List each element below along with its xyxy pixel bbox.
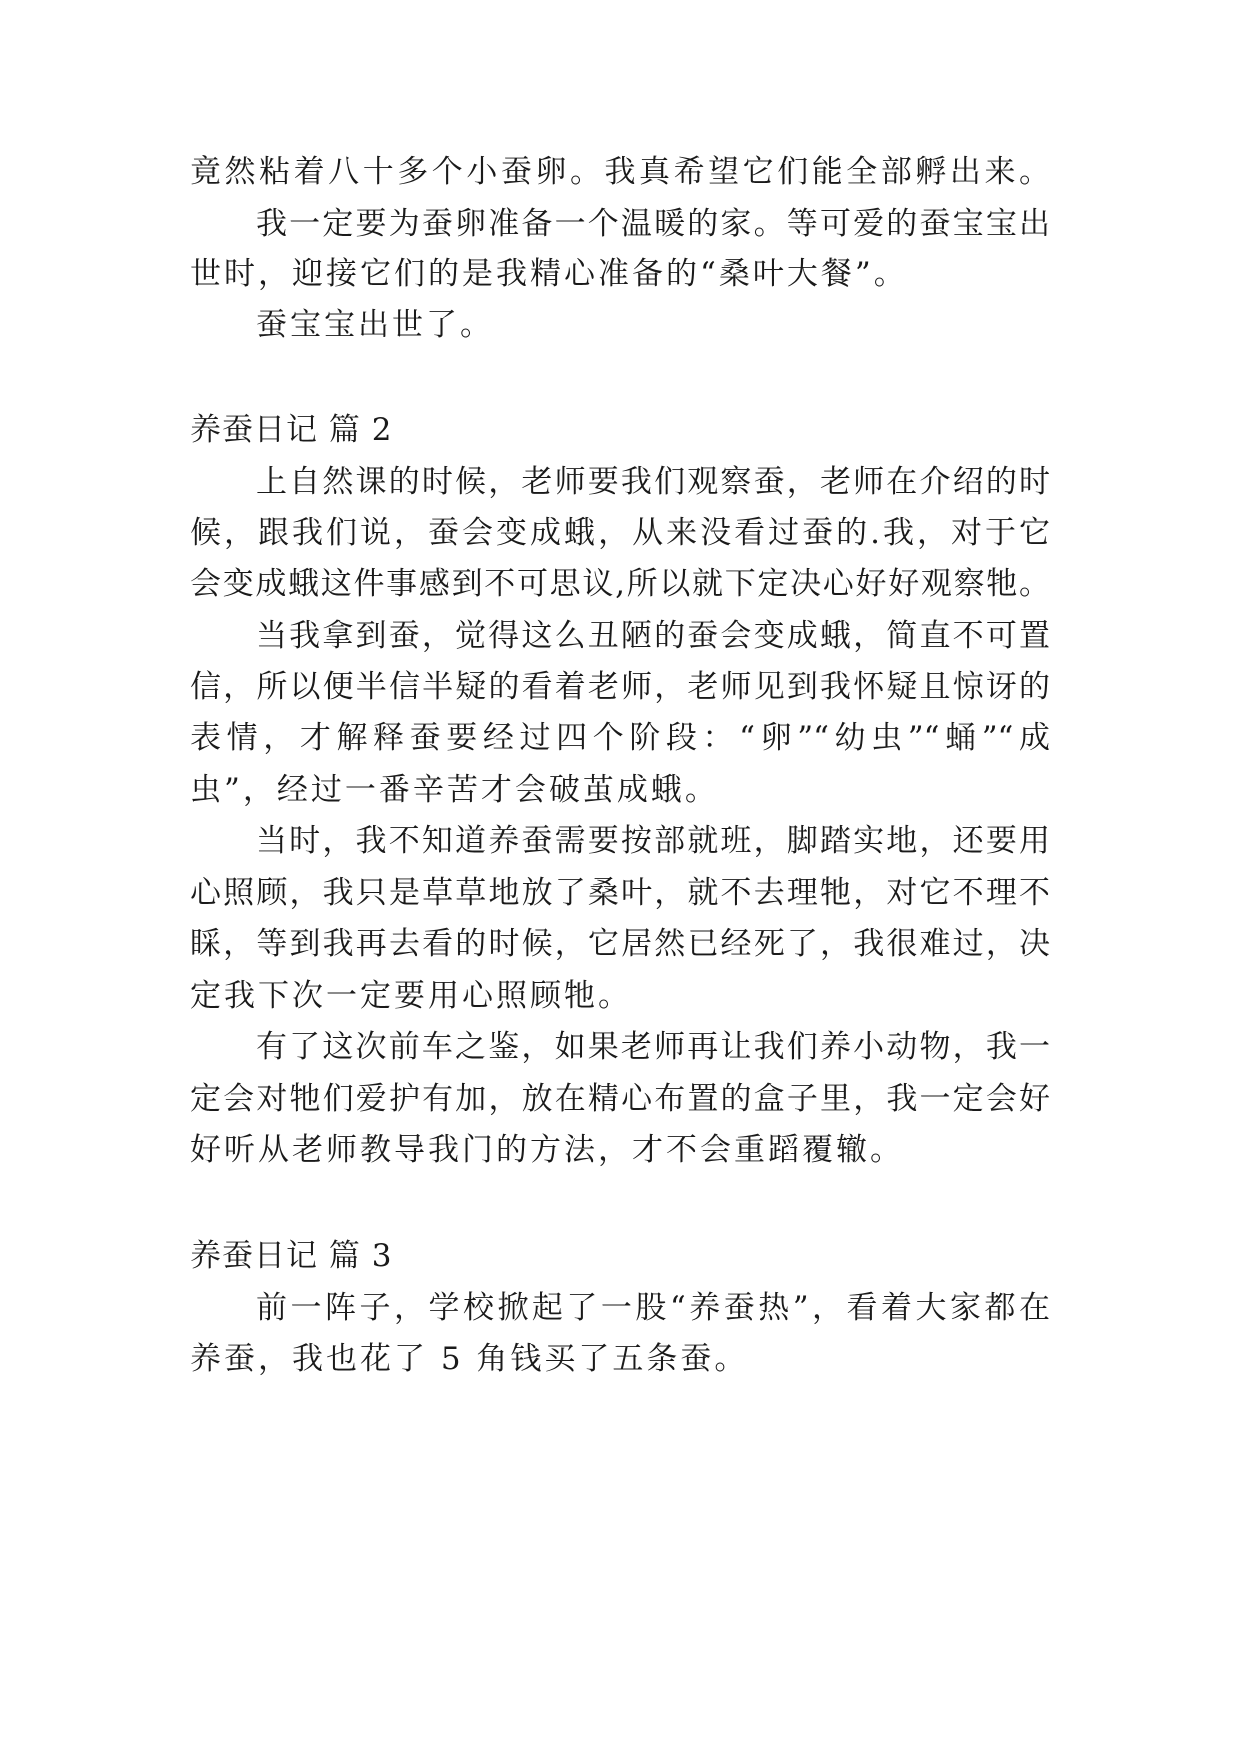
paragraph-line: 表情，才解释蚕要经过四个阶段：“卵”“幼虫”“蛹”“成 xyxy=(190,720,1050,756)
paragraph-line: 信，所以便半信半疑的看着老师，老师见到我怀疑且惊讶的 xyxy=(190,669,1050,705)
paragraph-line: 养蚕，我也花了 5 角钱买了五条蚕。 xyxy=(190,1341,749,1377)
paragraph-line: 心照顾，我只是草草地放了桑叶，就不去理牠，对它不理不 xyxy=(190,875,1050,911)
paragraph-line: 当我拿到蚕，觉得这么丑陋的蚕会变成蛾，简直不可置 xyxy=(256,618,1050,654)
section-heading: 养蚕日记 篇 2 xyxy=(190,412,393,448)
paragraph-line: 会变成蛾这件事感到不可思议,所以就下定决心好好观察牠。 xyxy=(190,566,1050,602)
paragraph-line: 候，跟我们说，蚕会变成蛾，从来没看过蚕的.我，对于它 xyxy=(190,515,1050,551)
section-heading: 养蚕日记 篇 3 xyxy=(190,1238,393,1274)
paragraph-line: 上自然课的时候，老师要我们观察蚕，老师在介绍的时 xyxy=(256,464,1050,500)
paragraph-line: 世时，迎接它们的是我精心准备的“桑叶大餐”。 xyxy=(190,256,908,292)
paragraph-line: 定我下次一定要用心照顾牠。 xyxy=(190,978,632,1014)
paragraph-line: 定会对牠们爱护有加，放在精心布置的盒子里，我一定会好 xyxy=(190,1081,1050,1117)
paragraph-line: 竟然粘着八十多个小蚕卵。我真希望它们能全部孵出来。 xyxy=(190,154,1050,190)
paragraph-line: 蚕宝宝出世了。 xyxy=(256,307,494,343)
paragraph-line: 有了这次前车之鉴，如果老师再让我们养小动物，我一 xyxy=(256,1029,1050,1065)
paragraph-line: 睬，等到我再去看的时候，它居然已经死了，我很难过，决 xyxy=(190,926,1050,962)
paragraph-line: 前一阵子，学校掀起了一股“养蚕热”，看着大家都在 xyxy=(256,1290,1050,1326)
paragraph-line: 好听从老师教导我门的方法，才不会重蹈覆辙。 xyxy=(190,1132,904,1168)
paragraph-line: 当时，我不知道养蚕需要按部就班，脚踏实地，还要用 xyxy=(256,823,1050,859)
paragraph-line: 虫”，经过一番辛苦才会破茧成蛾。 xyxy=(190,772,719,808)
paragraph-line: 我一定要为蚕卵准备一个温暖的家。等可爱的蚕宝宝出 xyxy=(256,206,1050,242)
